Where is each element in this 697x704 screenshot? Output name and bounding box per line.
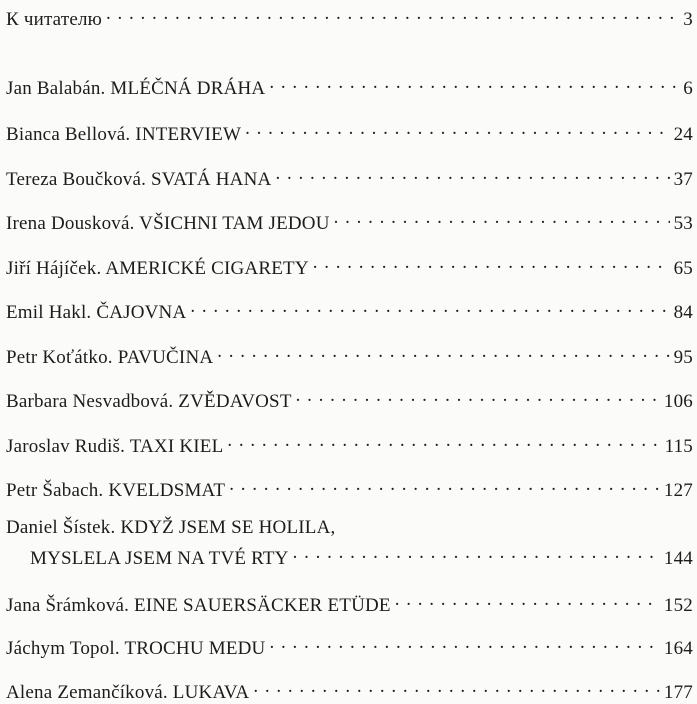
toc-entry-page: 127 — [663, 480, 693, 501]
dot-leader — [275, 163, 669, 185]
dot-leader — [253, 676, 660, 698]
toc-entry-title: Jiří Hájíček. AMERICKÉ CIGARETY — [6, 258, 309, 279]
toc-entry-page: 84 — [673, 302, 693, 323]
toc-entry-title: К читателю — [6, 9, 103, 30]
toc-entry-title: Jáchym Topol. TROCHU MEDU — [6, 638, 266, 659]
toc-entry-title: Tereza Boučková. SVATÁ HANA — [6, 169, 272, 190]
dot-leader — [395, 589, 660, 611]
toc-entry-page: 177 — [663, 682, 693, 703]
toc-entry — [30, 542, 693, 570]
toc-entry-page: 115 — [664, 436, 693, 457]
toc-entry — [6, 118, 693, 146]
toc-entry-page: 144 — [663, 548, 693, 569]
toc-entry-title: Jana Šrámková. EINE SAUERSÄCKER ETÜDE — [6, 595, 391, 616]
toc-entry-title: Jaroslav Rudiš. TAXI KIEL — [6, 436, 224, 457]
dot-leader — [245, 118, 669, 140]
toc-entry-page: 164 — [663, 638, 693, 659]
toc-entry — [6, 72, 693, 100]
toc-entry-title: Bianca Bellová. INTERVIEW — [6, 124, 242, 145]
toc-entry — [6, 385, 693, 413]
dot-leader — [217, 341, 669, 363]
toc-entry-page: 6 — [683, 78, 693, 99]
dot-leader — [190, 296, 669, 318]
toc-entry-title: Emil Hakl. ČAJOVNA — [6, 302, 187, 323]
toc-entry-title: Barbara Nesvadbová. ZVĚDAVOST — [6, 391, 292, 412]
toc-entry — [6, 341, 693, 369]
toc-entry — [6, 252, 693, 280]
toc-entry-title-line1: Daniel Šístek. KDYŽ JSEM SE HOLILA, — [6, 517, 336, 538]
toc-entry-page: 106 — [663, 391, 693, 412]
dot-leader — [106, 3, 679, 25]
toc-entry-title: Jan Balabán. MLÉČNÁ DRÁHA — [6, 78, 266, 99]
toc-entry — [6, 296, 693, 324]
toc-entry-page: 95 — [673, 347, 693, 368]
dot-leader — [269, 632, 659, 654]
dot-leader — [296, 385, 660, 407]
dot-leader — [293, 542, 660, 564]
toc-entry-intro — [6, 3, 693, 31]
toc-entry-title: Alena Zemančíková. LUKAVA — [6, 682, 250, 703]
toc-entry — [6, 430, 693, 458]
toc-entry-title: Irena Dousková. VŠICHNI TAM JEDOU — [6, 213, 330, 234]
dot-leader — [269, 72, 679, 94]
toc-entry — [6, 207, 693, 235]
toc-entry-page: 24 — [673, 124, 693, 145]
dot-leader — [229, 474, 660, 496]
dot-leader — [227, 430, 660, 452]
dot-leader — [334, 207, 670, 229]
toc-entry-title-line2: MYSLELA JSEM NA TVÉ RTY — [30, 548, 289, 569]
toc-entry-page: 53 — [673, 213, 693, 234]
toc-entry-page: 3 — [683, 9, 693, 30]
toc-entry — [6, 474, 693, 502]
toc-entry-page: 152 — [663, 595, 693, 616]
toc-entry — [6, 632, 693, 660]
toc-entry-page: 65 — [673, 258, 693, 279]
toc-entry-title: Petr Šabach. KVELDSMAT — [6, 480, 226, 501]
dot-leader — [313, 252, 670, 274]
toc-entry-page: 37 — [673, 169, 693, 190]
toc-entry-title: Petr Koťátko. PAVUČINA — [6, 347, 214, 368]
toc-entry — [6, 589, 693, 617]
toc-entry — [6, 163, 693, 191]
